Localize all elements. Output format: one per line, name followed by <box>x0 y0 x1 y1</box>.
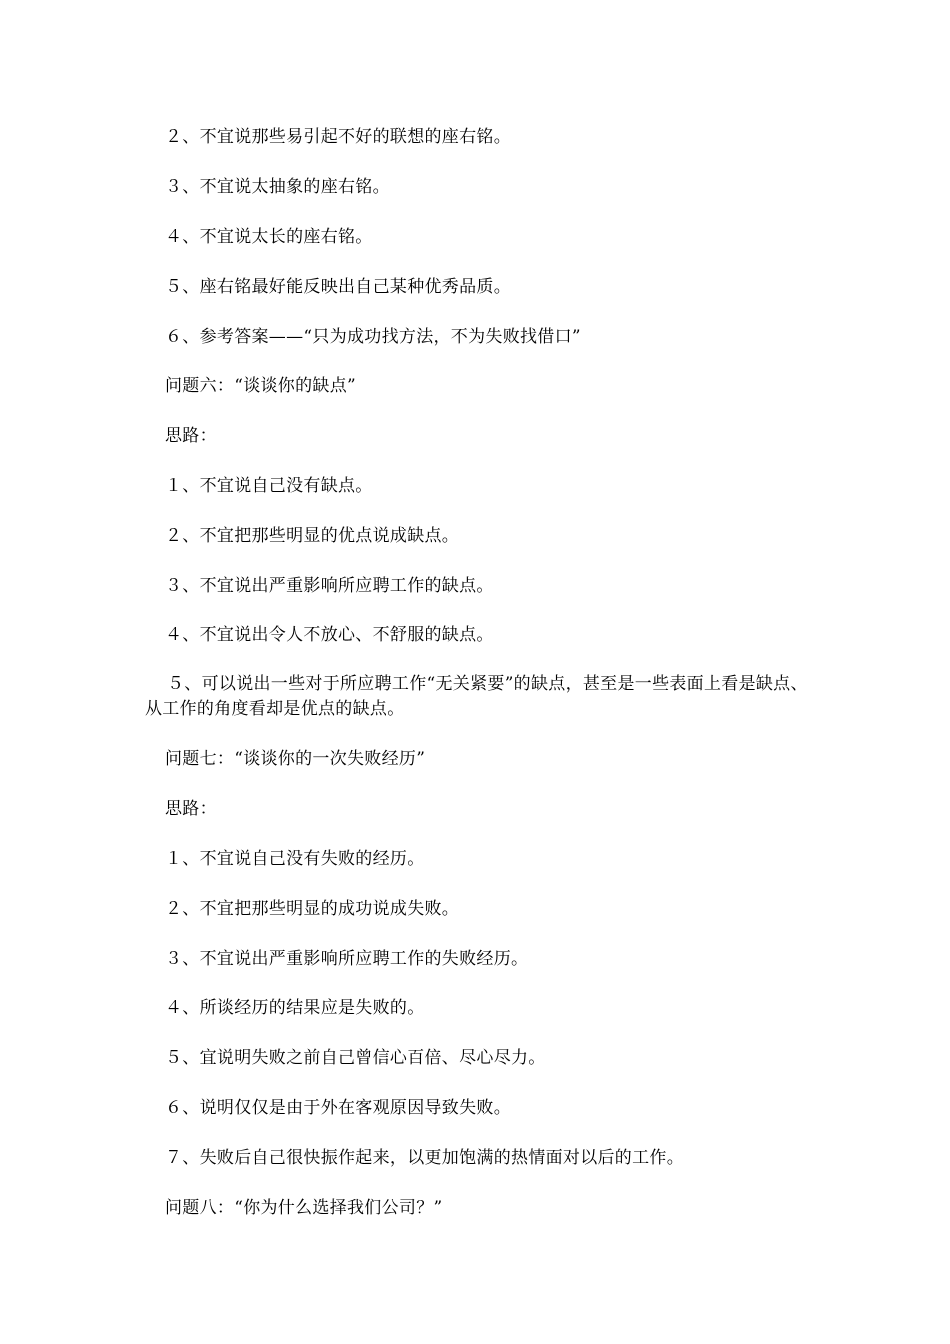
text-line: ２、不宜把那些明显的成功说成失败。 <box>165 899 460 919</box>
text-line: ２、不宜说那些易引起不好的联想的座右铭。 <box>165 127 511 147</box>
question-heading: 问题八：“你为什么选择我们公司？” <box>165 1198 443 1218</box>
question-heading: 问题七：“谈谈你的一次失败经历” <box>165 749 426 769</box>
text-line: ４、不宜说太长的座右铭。 <box>165 227 373 247</box>
question-heading: 问题六：“谈谈你的缺点” <box>165 376 356 396</box>
text-paragraph: ５、可以说出一些对于所应聘工作“无关紧要”的缺点，甚至是一些表面上看是缺点、从工作的角度看却是优点的缺点。 <box>145 674 808 719</box>
text-line: １、不宜说自己没有失败的经历。 <box>165 849 425 869</box>
text-line: ５、宜说明失败之前自己曾信心百倍、尽心尽力。 <box>165 1048 546 1068</box>
text-line: ７、失败后自己很快振作起来，以更加饱满的热情面对以后的工作。 <box>165 1148 684 1168</box>
text-line: ６、参考答案——“只为成功找方法，不为失败找借口” <box>165 327 581 347</box>
text-line: ５、座右铭最好能反映出自己某种优秀品质。 <box>165 277 511 297</box>
thinking-label: 思路： <box>165 799 217 819</box>
text-line: ３、不宜说出严重影响所应聘工作的缺点。 <box>165 576 494 596</box>
text-line: ４、不宜说出令人不放心、不舒服的缺点。 <box>165 625 494 645</box>
text-line: ３、不宜说太抽象的座右铭。 <box>165 177 390 197</box>
thinking-label: 思路： <box>165 426 217 446</box>
text-line: ２、不宜把那些明显的优点说成缺点。 <box>165 526 460 546</box>
text-line: ３、不宜说出严重影响所应聘工作的失败经历。 <box>165 949 529 969</box>
text-line: ６、说明仅仅是由于外在客观原因导致失败。 <box>165 1098 511 1118</box>
text-line: ４、所谈经历的结果应是失败的。 <box>165 998 425 1018</box>
text-line: １、不宜说自己没有缺点。 <box>165 476 373 496</box>
